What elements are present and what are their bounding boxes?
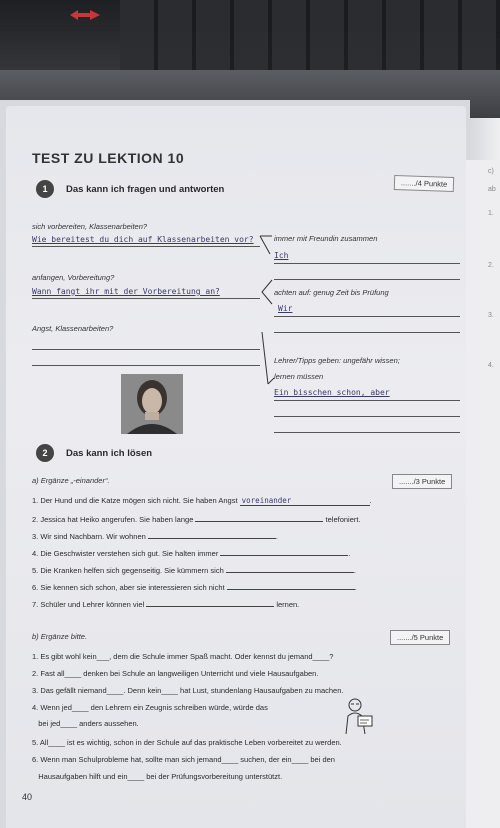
section-1-title: Das kann ich fragen und antworten xyxy=(66,184,225,195)
exercise-text: 1. Der Hund und die Katze mögen sich nicht. Sie haben Angst xyxy=(32,496,240,505)
exercise-text: lernen. xyxy=(274,600,300,609)
page-title: TEST ZU LEKTION 10 xyxy=(32,150,185,166)
answer-line xyxy=(32,365,260,366)
exercise-a-7 xyxy=(32,598,299,609)
response-prompt-2: achten auf: genug Zeit bis Prüfung xyxy=(274,288,389,297)
section-2-title: Das kann ich lösen xyxy=(66,448,153,459)
brand-logo-icon xyxy=(68,8,102,22)
answer-line xyxy=(274,316,460,317)
exercise-text: 7. Schüler und Lehrer können viel xyxy=(32,600,147,609)
next-page-marker: 4. xyxy=(488,362,494,369)
exercise-b-2[interactable]: 2. Fast all____ denken bei Schule an langweiligen Unterricht und viele Hausaufgaben. xyxy=(32,669,319,678)
exercise-a-6 xyxy=(32,581,357,592)
exercise-text: . xyxy=(348,549,351,558)
exercise-b-3[interactable]: 3. Das gefällt niemand____. Denn kein____ hat Lust, stundenlang Hausaufgaben zu machen. xyxy=(32,686,344,695)
exercise-blank[interactable] xyxy=(195,513,323,522)
part-b-points: ......./5 Punkte xyxy=(390,630,450,645)
section-2-badge: 2 xyxy=(36,444,54,462)
exercise-a-3 xyxy=(32,530,278,541)
part-a-points: ......./3 Punkte xyxy=(392,474,452,489)
response-answer-1[interactable]: Ich xyxy=(274,251,289,260)
part-a-instruction: a) Ergänze „-einander“. xyxy=(32,476,110,485)
exercise-text: telefoniert. xyxy=(323,515,361,524)
answer-line xyxy=(274,279,460,280)
exercise-b-6[interactable]: 6. Wenn man Schulprobleme hat, sollte man sich jemand____ suchen, der ein____ bei den xyxy=(32,755,335,764)
question-prompt-3: Angst, Klassenarbeiten? xyxy=(32,324,114,333)
exercise-b-4-cont[interactable]: bei jed____ anders aussehen. xyxy=(32,719,139,728)
answer-line xyxy=(274,432,460,433)
next-page-marker: 3. xyxy=(488,312,494,319)
exercise-b-4[interactable]: 4. Wenn jed____ den Lehrern ein Zeugnis schreiben würde, würde das xyxy=(32,703,268,712)
answer-line xyxy=(274,400,460,401)
answer-line xyxy=(32,349,260,350)
part-b-instruction: b) Ergänze bitte. xyxy=(32,632,88,641)
section-1-badge: 1 xyxy=(36,180,54,198)
exercise-text: 3. Wir sind Nachbarn. Wir wohnen xyxy=(32,532,148,541)
answer-line xyxy=(274,263,460,264)
question-prompt-2: anfangen, Vorbereitung? xyxy=(32,273,115,282)
exercise-text: 6. Sie kennen sich schon, aber sie interessieren sich nicht xyxy=(32,583,227,592)
next-page-marker: ab xyxy=(488,186,496,193)
exercise-blank[interactable] xyxy=(148,530,276,539)
exercise-text: . xyxy=(369,496,372,505)
answer-line xyxy=(274,416,460,417)
exercise-a-5 xyxy=(32,564,356,575)
exercise-blank[interactable] xyxy=(227,581,355,590)
exercise-blank[interactable] xyxy=(146,598,274,607)
exercise-a-4 xyxy=(32,547,351,558)
exercise-b-6-cont[interactable]: Hausaufgaben hilft und ein____ bei der Prüfungsvorbereitung unterstützt. xyxy=(32,772,283,781)
exercise-text: . xyxy=(275,532,278,541)
exercise-text: 2. Jessica hat Heiko angerufen. Sie haben lange xyxy=(32,515,196,524)
question-prompt-1: sich vorbereiten, Klassenarbeiten? xyxy=(32,222,148,231)
exercise-b-1[interactable]: 1. Es gibt wohl kein___, dem die Schule immer Spaß macht. Oder kennst du jemand____? xyxy=(32,652,334,661)
next-page-marker: 1. xyxy=(488,210,494,217)
answer-line xyxy=(32,246,260,247)
response-answer-2[interactable]: Wir xyxy=(278,304,293,313)
exercise-answer[interactable]: voreinander xyxy=(240,496,370,506)
student-portrait-icon xyxy=(121,374,183,434)
next-page-marker: 2. xyxy=(488,262,494,269)
response-prompt-3a: Lehrer/Tipps geben: ungefähr wissen; xyxy=(274,356,400,365)
question-answer-2[interactable]: Wann fangt ihr mit der Vorbereitung an? xyxy=(32,287,220,296)
answer-line xyxy=(274,332,460,333)
exercise-blank[interactable] xyxy=(220,547,351,558)
exercise-text: . xyxy=(353,566,356,575)
workbook-page xyxy=(6,106,466,828)
exercise-text: 5. Die Kranken helfen sich gegenseitig. Sie kümmern sich xyxy=(32,566,226,575)
exercise-a-1 xyxy=(32,496,372,506)
exercise-text: . xyxy=(354,583,357,592)
response-answer-3[interactable]: Ein bisschen schon, aber xyxy=(274,388,390,397)
response-prompt-1: immer mit Freundin zusammen xyxy=(274,234,378,243)
page-number: 40 xyxy=(22,792,33,802)
response-prompt-3b: lernen müssen xyxy=(274,372,324,381)
next-page-marker: c) xyxy=(488,168,494,175)
keyboard-keys xyxy=(120,0,500,70)
question-answer-1[interactable]: Wie bereitest du dich auf Klassenarbeiten vor? xyxy=(32,235,254,244)
exercise-text: 4. Die Geschwister verstehen sich gut. Sie halten immer xyxy=(32,549,221,558)
student-photo xyxy=(121,374,183,434)
next-page-edge xyxy=(466,160,500,828)
exercise-a-2 xyxy=(32,513,361,524)
answer-line xyxy=(32,298,260,299)
teacher-cartoon-icon xyxy=(340,696,374,736)
exercise-blank[interactable] xyxy=(226,564,354,573)
section-1-points: ......./4 Punkte xyxy=(394,175,455,192)
exercise-b-5[interactable]: 5. All____ ist es wichtig, schon in der Schule auf das praktische Leben vorbereitet zu werden. xyxy=(32,738,342,747)
